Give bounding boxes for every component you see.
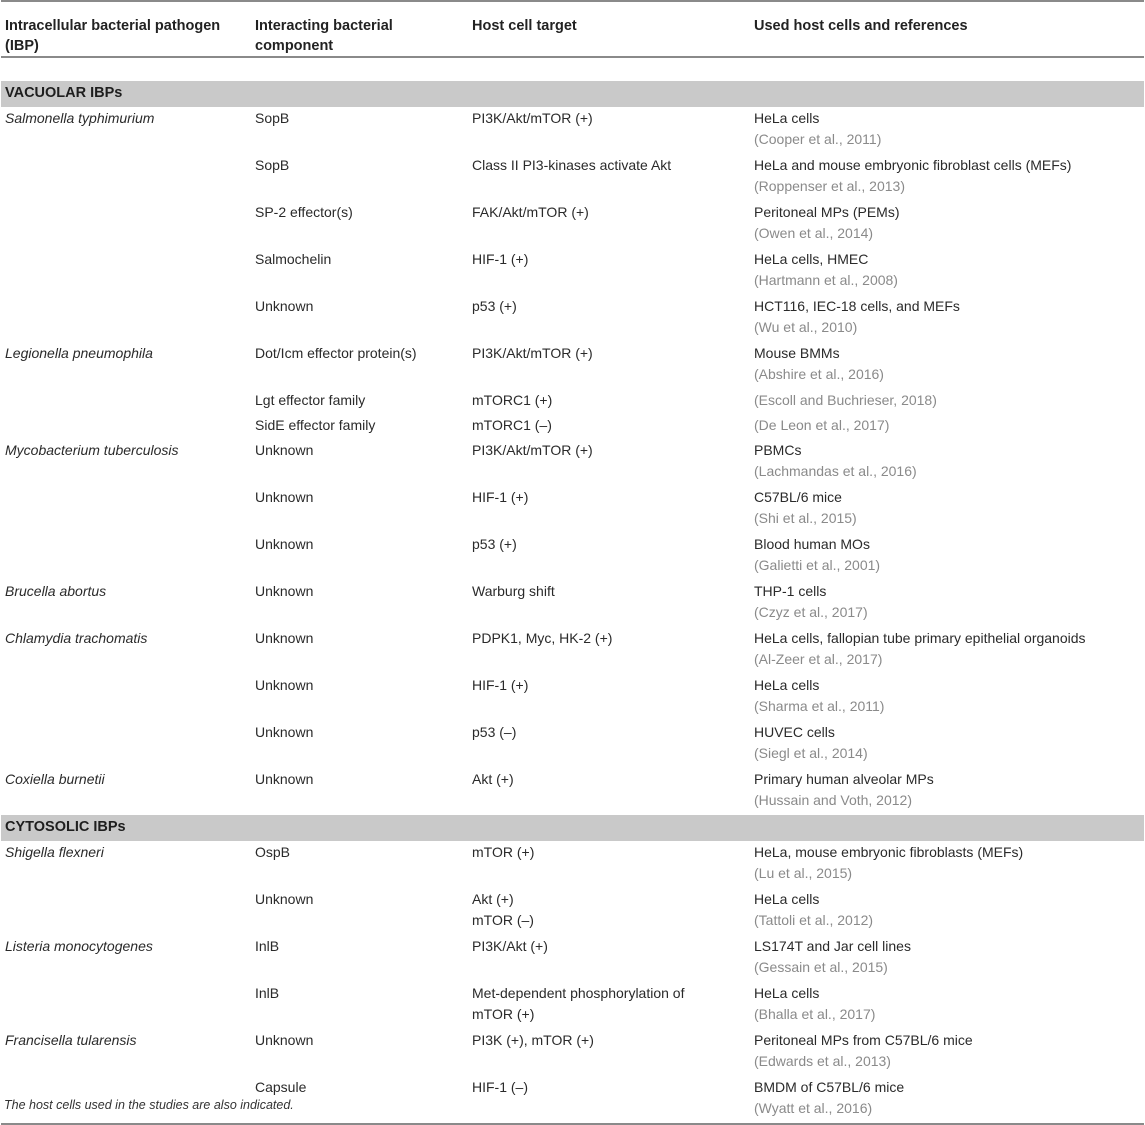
component-cell (253, 721, 471, 768)
section-row-vacuolar (1, 81, 1144, 107)
reference-citation: (Abshire et al., 2016) (754, 366, 884, 382)
host-cells: HeLa cells (754, 677, 820, 693)
pathogen-name: Francisella tularensis (5, 1032, 137, 1048)
target-name: Akt (+) (472, 771, 514, 787)
target-name: PI3K/Akt (+) (472, 938, 548, 954)
host-cells: HeLa, mouse embryonic fibroblasts (MEFs) (754, 844, 1024, 860)
pathogen-cell (1, 580, 253, 627)
host-cells: PBMCs (754, 442, 802, 458)
component-name: Unknown (255, 677, 314, 693)
reference-citation: (Cooper et al., 2011) (754, 131, 882, 147)
host-cells: LS174T and Jar cell lines (754, 938, 911, 954)
cells-reference-cell (754, 888, 1144, 935)
component-cell (253, 486, 471, 533)
target-name: mTOR (+) (472, 844, 535, 860)
pathogen-cell (1, 674, 253, 721)
pathogen-cell (1, 154, 253, 201)
reference-citation: (Tattoli et al., 2012) (754, 912, 874, 928)
target-name: PI3K/Akt/mTOR (+) (472, 442, 593, 458)
component-cell (253, 154, 471, 201)
component-name: SidE effector family (255, 417, 376, 433)
target-cell (471, 627, 754, 674)
target-cell (471, 982, 754, 1029)
target-cell (471, 935, 754, 982)
section-label-vacuolar: VACUOLAR IBPs (1, 81, 1144, 107)
target-name: Warburg shift (472, 583, 555, 599)
table-row (1, 982, 1144, 1029)
component-name: Unknown (255, 536, 314, 552)
table-row (1, 533, 1144, 580)
cells-reference-cell (754, 841, 1144, 888)
reference-citation: (Czyz et al., 2017) (754, 604, 868, 620)
pathogen-name: Coxiella burnetii (5, 771, 105, 787)
component-name: Salmochelin (255, 251, 332, 267)
table-row (1, 154, 1144, 201)
table-row (1, 414, 1144, 439)
target-name: PDPK1, Myc, HK-2 (+) (472, 630, 613, 646)
table-row (1, 935, 1144, 982)
header-row (1, 1, 1144, 57)
host-cells: Peritoneal MPs (PEMs) (754, 204, 900, 220)
pathogen-cell (1, 486, 253, 533)
reference-citation: (Bhalla et al., 2017) (754, 1006, 876, 1022)
section-row-cytosolic (1, 815, 1144, 841)
target-cell (471, 486, 754, 533)
component-cell (253, 674, 471, 721)
pathogen-cell (1, 888, 253, 935)
cells-reference-cell (754, 389, 1144, 414)
component-cell (253, 982, 471, 1029)
cells-reference-cell (754, 533, 1144, 580)
component-cell (253, 580, 471, 627)
pathogen-cell (1, 201, 253, 248)
target-name: PI3K/Akt/mTOR (+) (472, 110, 593, 126)
component-cell (253, 107, 471, 154)
target-name: mTORC1 (+) (472, 392, 553, 408)
target-cell (471, 389, 754, 414)
reference-citation: (Wu et al., 2010) (754, 319, 858, 335)
reference-citation: (Galietti et al., 2001) (754, 557, 881, 573)
cells-reference-cell (754, 486, 1144, 533)
target-cell (471, 154, 754, 201)
table-body (1, 57, 1144, 1124)
table-row (1, 201, 1144, 248)
cells-reference-cell (754, 154, 1144, 201)
table-row (1, 486, 1144, 533)
host-cells: HeLa cells (754, 985, 820, 1001)
header-target: Host cell target (471, 1, 754, 57)
target-name: p53 (–) (472, 724, 517, 740)
component-cell (253, 533, 471, 580)
component-cell (253, 1029, 471, 1076)
target-name: p53 (+) (472, 298, 517, 314)
reference-citation: (Lachmandas et al., 2016) (754, 463, 917, 479)
component-cell (253, 342, 471, 389)
target-cell (471, 533, 754, 580)
component-name: InlB (255, 938, 280, 954)
component-name: Unknown (255, 891, 314, 907)
reference-citation: (Gessain et al., 2015) (754, 959, 888, 975)
ibp-table (1, 0, 1144, 1125)
cells-reference-cell (754, 342, 1144, 389)
target-cell (471, 768, 754, 815)
component-name: Dot/Icm effector protein(s) (255, 345, 417, 361)
component-name: Unknown (255, 771, 314, 787)
host-cells: HUVEC cells (754, 724, 835, 740)
target-cell (471, 1029, 754, 1076)
component-name: SopB (255, 110, 290, 126)
header-component: Interacting bacterial component (253, 1, 471, 57)
target-name: HIF-1 (+) (472, 489, 529, 505)
cells-reference-cell (754, 439, 1144, 486)
table-row (1, 389, 1144, 414)
table-row (1, 721, 1144, 768)
table-row (1, 439, 1144, 486)
target-cell (471, 201, 754, 248)
component-cell (253, 414, 471, 439)
target-name-continued: mTOR (+) (472, 1006, 535, 1022)
pathogen-name: Mycobacterium tuberculosis (5, 442, 179, 458)
pathogen-cell (1, 295, 253, 342)
host-cells: C57BL/6 mice (754, 489, 842, 505)
spacer-row (1, 57, 1144, 81)
component-cell (253, 841, 471, 888)
target-cell (471, 439, 754, 486)
host-cells: HCT116, IEC-18 cells, and MEFs (754, 298, 960, 314)
pathogen-name: Shigella flexneri (5, 844, 104, 860)
target-name: Met-dependent phosphorylation of (472, 985, 685, 1001)
component-cell (253, 389, 471, 414)
pathogen-cell (1, 342, 253, 389)
reference-citation: (Roppenser et al., 2013) (754, 178, 905, 194)
cells-reference-cell (754, 627, 1144, 674)
component-cell (253, 439, 471, 486)
reference-citation: (Hartmann et al., 2008) (754, 272, 898, 288)
reference-citation: (Al-Zeer et al., 2017) (754, 651, 883, 667)
host-cells: HeLa cells, HMEC (754, 251, 869, 267)
target-name: HIF-1 (+) (472, 251, 529, 267)
pathogen-name: Listeria monocytogenes (5, 938, 153, 954)
target-name: PI3K/Akt/mTOR (+) (472, 345, 593, 361)
reference-citation: (Wyatt et al., 2016) (754, 1100, 873, 1116)
component-cell (253, 768, 471, 815)
reference-citation: (Lu et al., 2015) (754, 865, 853, 881)
host-cells: Primary human alveolar MPs (754, 771, 934, 787)
pathogen-cell (1, 414, 253, 439)
host-cells: HeLa and mouse embryonic fibroblast cells (MEFs) (754, 157, 1072, 173)
target-name: p53 (+) (472, 536, 517, 552)
cells-reference-cell (754, 721, 1144, 768)
target-cell (471, 841, 754, 888)
component-name: Unknown (255, 1032, 314, 1048)
table-row (1, 342, 1144, 389)
component-name: Unknown (255, 630, 314, 646)
reference-citation: (Edwards et al., 2013) (754, 1053, 891, 1069)
table-footnote: The host cells used in the studies are also indicated. (4, 1098, 294, 1112)
host-cells: HeLa cells (754, 110, 820, 126)
table-row (1, 248, 1144, 295)
pathogen-cell (1, 248, 253, 295)
target-name: FAK/Akt/mTOR (+) (472, 204, 589, 220)
pathogen-cell (1, 935, 253, 982)
host-cells: Peritoneal MPs from C57BL/6 mice (754, 1032, 973, 1048)
pathogen-cell (1, 1029, 253, 1076)
table-row (1, 295, 1144, 342)
component-cell (253, 888, 471, 935)
target-cell (471, 414, 754, 439)
component-name: OspB (255, 844, 291, 860)
reference-citation: (Shi et al., 2015) (754, 510, 857, 526)
cells-reference-cell (754, 768, 1144, 815)
reference-citation: (Sharma et al., 2011) (754, 698, 885, 714)
header-pathogen: Intracellular bacterial pathogen (IBP) (1, 1, 253, 57)
host-cells: Mouse BMMs (754, 345, 840, 361)
cells-reference-cell (754, 580, 1144, 627)
target-cell (471, 342, 754, 389)
pathogen-cell (1, 721, 253, 768)
target-name-continued: mTOR (–) (472, 912, 534, 928)
component-cell (253, 295, 471, 342)
pathogen-cell (1, 439, 253, 486)
target-cell (471, 721, 754, 768)
component-name: SP-2 effector(s) (255, 204, 353, 220)
target-cell (471, 107, 754, 154)
pathogen-cell (1, 982, 253, 1029)
component-name: Lgt effector family (255, 392, 366, 408)
cells-reference-cell (754, 1029, 1144, 1076)
pathogen-name: Legionella pneumophila (5, 345, 153, 361)
header-cells-references: Used host cells and references (754, 1, 1144, 57)
component-name: Capsule (255, 1079, 307, 1095)
component-name: SopB (255, 157, 290, 173)
target-cell (471, 888, 754, 935)
target-cell (471, 248, 754, 295)
target-name: PI3K (+), mTOR (+) (472, 1032, 594, 1048)
host-cells: BMDM of C57BL/6 mice (754, 1079, 905, 1095)
host-cells: THP-1 cells (754, 583, 827, 599)
table-row (1, 768, 1144, 815)
target-name: Class II PI3-kinases activate Akt (472, 157, 672, 173)
section-label-cytosolic: CYTOSOLIC IBPs (1, 815, 1144, 841)
component-name: Unknown (255, 489, 314, 505)
component-name: Unknown (255, 442, 314, 458)
target-cell (471, 580, 754, 627)
table-row (1, 627, 1144, 674)
cells-reference-cell (754, 982, 1144, 1029)
cells-reference-cell (754, 201, 1144, 248)
pathogen-cell (1, 389, 253, 414)
cells-reference-cell (754, 295, 1144, 342)
table-row (1, 580, 1144, 627)
target-name: HIF-1 (–) (472, 1079, 528, 1095)
target-name: Akt (+) (472, 891, 514, 907)
cells-reference-cell (754, 107, 1144, 154)
table-row (1, 1029, 1144, 1076)
target-cell (471, 674, 754, 721)
target-cell (471, 295, 754, 342)
reference-citation: (Escoll and Buchrieser, 2018) (754, 392, 937, 408)
table-row (1, 107, 1144, 154)
pathogen-cell (1, 107, 253, 154)
host-cells: HeLa cells, fallopian tube primary epithelial organoids (754, 630, 1086, 646)
component-name: Unknown (255, 298, 314, 314)
reference-citation: (Owen et al., 2014) (754, 225, 874, 241)
pathogen-cell (1, 841, 253, 888)
host-cells: HeLa cells (754, 891, 820, 907)
reference-citation: (Siegl et al., 2014) (754, 745, 868, 761)
table-row (1, 888, 1144, 935)
cells-reference-cell (754, 674, 1144, 721)
component-cell (253, 201, 471, 248)
pathogen-cell (1, 627, 253, 674)
cells-reference-cell (754, 414, 1144, 439)
host-cells: Blood human MOs (754, 536, 870, 552)
component-cell (253, 248, 471, 295)
reference-citation: (Hussain and Voth, 2012) (754, 792, 912, 808)
table-row (1, 841, 1144, 888)
target-name: HIF-1 (+) (472, 677, 529, 693)
pathogen-name: Salmonella typhimurium (5, 110, 155, 126)
target-name: mTORC1 (–) (472, 417, 552, 433)
table-row (1, 674, 1144, 721)
pathogen-cell (1, 533, 253, 580)
component-cell (253, 935, 471, 982)
pathogen-name: Brucella abortus (5, 583, 107, 599)
pathogen-cell (1, 768, 253, 815)
component-name: Unknown (255, 583, 314, 599)
reference-citation: (De Leon et al., 2017) (754, 417, 890, 433)
cells-reference-cell (754, 935, 1144, 982)
component-cell (253, 627, 471, 674)
component-name: Unknown (255, 724, 314, 740)
pathogen-name: Chlamydia trachomatis (5, 630, 148, 646)
cells-reference-cell (754, 248, 1144, 295)
component-name: InlB (255, 985, 280, 1001)
